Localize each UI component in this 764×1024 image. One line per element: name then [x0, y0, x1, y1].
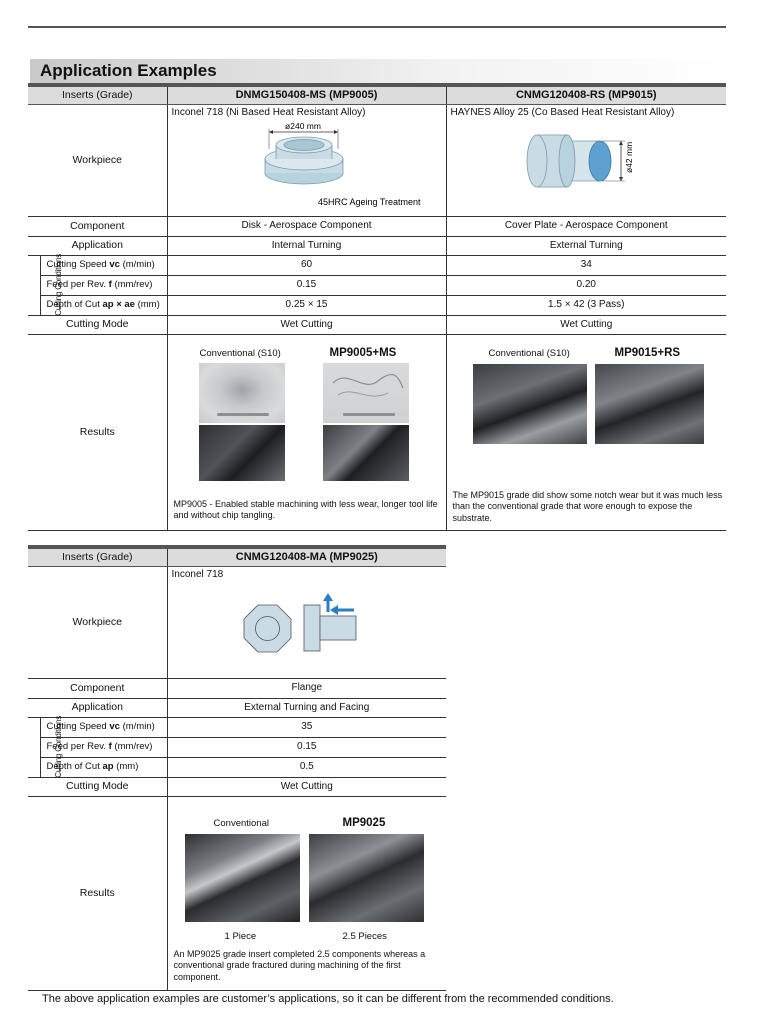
grade-col1-2: CNMG120408-MA (MP9025): [167, 547, 446, 566]
chips-photo-new: [323, 363, 409, 423]
speed-label: Cutting Speed vc (m/min): [40, 255, 167, 275]
conv-count: 1 Piece: [224, 930, 257, 942]
mode-col1-2: Wet Cutting: [167, 777, 446, 796]
grade-col1: DNMG150408-MS (MP9005): [167, 85, 446, 104]
grade-col2: CNMG120408-RS (MP9015): [446, 85, 726, 104]
conv-caption-t2: Conventional: [213, 817, 269, 829]
workpiece-label-2: Workpiece: [28, 566, 167, 678]
insert-photo-new: [323, 425, 409, 481]
depth-col1-2: 0.5: [167, 757, 446, 777]
workpiece-dim: ø240 mm: [284, 120, 321, 131]
insert-photo-conventional-t2: [185, 834, 300, 922]
workpiece-text-2: HAYNES Alloy 25 (Co Based Heat Resistant Alloy): [450, 106, 675, 118]
component-label-2: Component: [28, 678, 167, 698]
results-label: Results: [28, 334, 167, 530]
new-caption-t2: MP9025: [342, 816, 386, 829]
speed-col1: 60: [167, 255, 446, 275]
feed-label: Feed per Rev. f (mm/rev): [40, 275, 167, 295]
header-row: [28, 85, 726, 104]
workpiece-text: Inconel 718 (Ni Based Heat Resistant Alloy): [171, 106, 366, 118]
speed-label-2: Cutting Speed vc (m/min): [40, 717, 167, 737]
insert-photo-new-t2: [309, 834, 424, 922]
chips-swirl-icon: [323, 363, 409, 423]
component-label: Component: [28, 216, 167, 236]
insert-photo-new-2: [595, 364, 704, 444]
mode-label: Cutting Mode: [28, 315, 167, 334]
flange-workpiece-icon: [168, 583, 447, 675]
results-row: [28, 334, 726, 530]
component-row-2: [28, 678, 446, 698]
component-row: [28, 216, 726, 236]
application-label-2: Application: [28, 698, 167, 717]
feed-col1: 0.15: [167, 275, 446, 295]
results-cell-1: [167, 334, 446, 530]
depth-col1: 0.25 × 15: [167, 295, 446, 315]
application-row: [28, 236, 726, 255]
header-row-2: [28, 547, 446, 566]
depth-col2: 1.5 × 42 (3 Pass): [446, 295, 726, 315]
insert-photo-conventional-2: [473, 364, 587, 444]
depth-row: [28, 295, 726, 315]
component-col1: Disk - Aerospace Component: [167, 216, 446, 236]
mode-col2: Wet Cutting: [446, 315, 726, 334]
results-cell-2: [446, 334, 726, 530]
component-col1-2: Flange: [167, 678, 446, 698]
new-caption-2: MP9015+RS: [614, 346, 681, 359]
inserts-label: Inserts (Grade): [28, 85, 167, 104]
workpiece-row: [28, 104, 726, 216]
results-label-2: Results: [28, 796, 167, 990]
application-row-2: [28, 698, 446, 717]
new-count: 2.5 Pieces: [342, 930, 387, 942]
workpiece-row-2: [28, 566, 446, 678]
results-row-2: [28, 796, 446, 990]
application-label: Application: [28, 236, 167, 255]
insert-photo-conventional: [199, 425, 285, 481]
results-cell-t2: [167, 796, 446, 990]
conv-caption-2: Conventional (S10): [488, 347, 570, 359]
speed-col2: 34: [446, 255, 726, 275]
mode-col1: Wet Cutting: [167, 315, 446, 334]
feed-col2: 0.20: [446, 275, 726, 295]
workpiece-cell-1: [167, 104, 446, 216]
workpiece-cell-t2: [167, 566, 446, 678]
footer-note: The above application examples are customer’s applications, so it can be different from the recommended conditions.: [42, 993, 614, 1005]
chips-photo-conventional: [199, 363, 285, 423]
top-rule: [28, 26, 726, 28]
results-note-t2: An MP9025 grade insert completed 2.5 components whereas a conventional grade fractured during machining of the first component.: [173, 948, 426, 982]
mode-label-2: Cutting Mode: [28, 777, 167, 796]
component-col2: Cover Plate - Aerospace Component: [446, 216, 726, 236]
conv-caption: Conventional (S10): [199, 347, 281, 359]
application-col1: Internal Turning: [167, 236, 446, 255]
cutting-conditions-label-2: Cutting Conditions: [28, 717, 40, 777]
application-table-1: [28, 83, 726, 531]
results-note-1: MP9005 - Enabled stable machining with less wear, longer tool life and without chip tangling.: [173, 498, 438, 521]
application-col2: External Turning: [446, 236, 726, 255]
mode-row: [28, 315, 726, 334]
cylinder-workpiece-icon: [447, 121, 726, 213]
workpiece-text-t2: Inconel 718: [171, 568, 224, 580]
new-caption: MP9005+MS: [329, 346, 397, 359]
feed-col1-2: 0.15: [167, 737, 446, 757]
workpiece-dim-2: ø42 mm: [623, 141, 634, 173]
speed-row: [28, 255, 726, 275]
section-title: Application Examples: [30, 59, 726, 83]
depth-label: Depth of Cut ap × ae (mm): [40, 295, 167, 315]
depth-label-2: Depth of Cut ap (mm): [40, 757, 167, 777]
feed-row: [28, 275, 726, 295]
disk-workpiece-icon: [168, 121, 446, 213]
workpiece-cell-2: [446, 104, 726, 216]
feed-row-2: [28, 737, 446, 757]
speed-row-2: [28, 717, 446, 737]
workpiece-label: Workpiece: [28, 104, 167, 216]
cutting-conditions-label: Cutting Conditions: [28, 255, 40, 315]
application-table-2: [28, 545, 446, 991]
feed-label-2: Feed per Rev. f (mm/rev): [40, 737, 167, 757]
results-note-2: The MP9015 grade did show some notch wear but it was much less than the conventional grade that wore enough to expose the substrate.: [452, 489, 723, 523]
application-col1-2: External Turning and Facing: [167, 698, 446, 717]
inserts-label-2: Inserts (Grade): [28, 547, 167, 566]
speed-col1-2: 35: [167, 717, 446, 737]
mode-row-2: [28, 777, 446, 796]
workpiece-note: 45HRC Ageing Treatment: [317, 196, 421, 207]
depth-row-2: [28, 757, 446, 777]
